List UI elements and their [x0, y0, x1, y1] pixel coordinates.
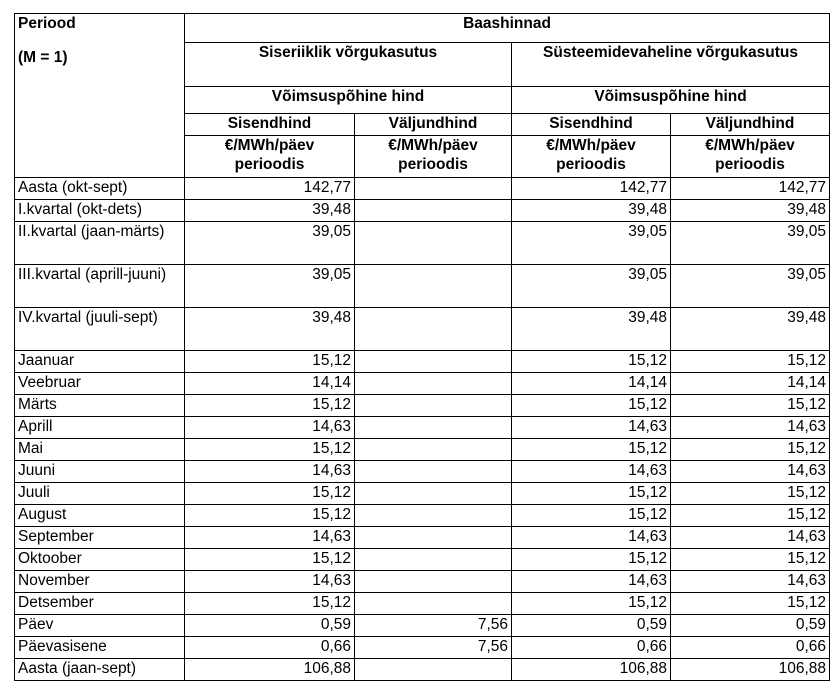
intersystem-exit-cell: 15,12 — [671, 549, 830, 571]
domestic-exit-cell — [355, 483, 512, 505]
domestic-exit-cell — [355, 222, 512, 265]
domestic-entry-cell: 39,05 — [185, 265, 355, 308]
domestic-exit-cell — [355, 593, 512, 615]
entry-price-domestic-header: Sisendhind — [185, 114, 355, 136]
intersystem-exit-cell: 15,12 — [671, 593, 830, 615]
table-row — [15, 417, 830, 439]
period-cell: Detsember — [15, 593, 185, 615]
period-cell: August — [15, 505, 185, 527]
intersystem-exit-cell: 14,63 — [671, 417, 830, 439]
intersystem-exit-cell: 14,63 — [671, 527, 830, 549]
domestic-exit-cell — [355, 178, 512, 200]
domestic-exit-cell: 7,56 — [355, 637, 512, 659]
domestic-exit-cell — [355, 351, 512, 373]
intersystem-header: Süsteemidevaheline võrgukasutus — [512, 43, 830, 87]
domestic-header: Siseriiklik võrgukasutus — [185, 43, 512, 87]
intersystem-exit-cell: 15,12 — [671, 439, 830, 461]
intersystem-entry-cell: 106,88 — [512, 659, 671, 681]
intersystem-entry-cell: 14,63 — [512, 527, 671, 549]
intersystem-entry-cell: 15,12 — [512, 351, 671, 373]
intersystem-exit-cell: 39,48 — [671, 200, 830, 222]
intersystem-exit-cell: 0,66 — [671, 637, 830, 659]
table-row — [15, 439, 830, 461]
unit-header: €/MWh/päev perioodis — [512, 136, 671, 178]
intersystem-exit-cell: 14,63 — [671, 461, 830, 483]
table-row — [15, 178, 830, 200]
period-cell: Oktoober — [15, 549, 185, 571]
domestic-entry-cell: 142,77 — [185, 178, 355, 200]
intersystem-entry-cell: 14,63 — [512, 571, 671, 593]
table-row — [15, 505, 830, 527]
unit-header: €/MWh/päev perioodis — [671, 136, 830, 178]
table-row — [15, 571, 830, 593]
domestic-exit-cell — [355, 659, 512, 681]
table-row — [15, 461, 830, 483]
intersystem-exit-cell: 39,05 — [671, 265, 830, 308]
intersystem-entry-cell: 39,48 — [512, 200, 671, 222]
table-row — [15, 265, 830, 308]
intersystem-entry-cell: 15,12 — [512, 483, 671, 505]
period-cell: Päev — [15, 615, 185, 637]
domestic-entry-cell: 39,48 — [185, 308, 355, 351]
domestic-entry-cell: 14,63 — [185, 461, 355, 483]
domestic-entry-cell: 14,63 — [185, 571, 355, 593]
period-cell: Juuni — [15, 461, 185, 483]
domestic-entry-cell: 14,63 — [185, 417, 355, 439]
intersystem-entry-cell: 15,12 — [512, 395, 671, 417]
intersystem-exit-cell: 15,12 — [671, 395, 830, 417]
domestic-exit-cell — [355, 308, 512, 351]
domestic-entry-cell: 15,12 — [185, 593, 355, 615]
domestic-exit-cell — [355, 527, 512, 549]
intersystem-exit-cell: 14,14 — [671, 373, 830, 395]
intersystem-exit-cell: 0,59 — [671, 615, 830, 637]
intersystem-entry-cell: 15,12 — [512, 439, 671, 461]
domestic-exit-cell — [355, 549, 512, 571]
intersystem-entry-cell: 0,66 — [512, 637, 671, 659]
domestic-exit-cell — [355, 461, 512, 483]
intersystem-entry-cell: 39,05 — [512, 265, 671, 308]
base-prices-header: Baashinnad — [185, 14, 830, 43]
table-body — [15, 178, 830, 681]
intersystem-entry-cell: 15,12 — [512, 549, 671, 571]
period-cell: November — [15, 571, 185, 593]
intersystem-entry-cell: 15,12 — [512, 593, 671, 615]
table-row — [15, 659, 830, 681]
period-cell: IV.kvartal (juuli-sept) — [15, 308, 185, 351]
period-cell: I.kvartal (okt-dets) — [15, 200, 185, 222]
table-row — [15, 308, 830, 351]
intersystem-exit-cell: 39,05 — [671, 222, 830, 265]
domestic-entry-cell: 14,14 — [185, 373, 355, 395]
domestic-entry-cell: 39,48 — [185, 200, 355, 222]
period-cell: Juuli — [15, 483, 185, 505]
unit-header: €/MWh/päev perioodis — [185, 136, 355, 178]
period-sub-label: (M = 1) — [18, 49, 68, 66]
period-cell: Mai — [15, 439, 185, 461]
period-cell: Märts — [15, 395, 185, 417]
intersystem-entry-cell: 39,05 — [512, 222, 671, 265]
exit-price-intersystem-header: Väljundhind — [671, 114, 830, 136]
table-row — [15, 351, 830, 373]
intersystem-exit-cell: 14,63 — [671, 571, 830, 593]
domestic-entry-cell: 0,59 — [185, 615, 355, 637]
domestic-entry-cell: 15,12 — [185, 483, 355, 505]
period-header-cell — [15, 14, 185, 178]
period-label: Periood — [18, 15, 76, 32]
intersystem-exit-cell: 15,12 — [671, 483, 830, 505]
entry-price-intersystem-header: Sisendhind — [512, 114, 671, 136]
period-cell: Aasta (okt-sept) — [15, 178, 185, 200]
table-row — [15, 593, 830, 615]
intersystem-entry-cell: 15,12 — [512, 505, 671, 527]
intersystem-entry-cell: 14,63 — [512, 461, 671, 483]
domestic-exit-cell — [355, 417, 512, 439]
domestic-entry-cell: 106,88 — [185, 659, 355, 681]
intersystem-entry-cell: 14,14 — [512, 373, 671, 395]
period-cell: Jaanuar — [15, 351, 185, 373]
table-row — [15, 637, 830, 659]
intersystem-entry-cell: 142,77 — [512, 178, 671, 200]
intersystem-exit-cell: 39,48 — [671, 308, 830, 351]
intersystem-entry-cell: 39,48 — [512, 308, 671, 351]
period-cell: September — [15, 527, 185, 549]
domestic-entry-cell: 14,63 — [185, 527, 355, 549]
table-head — [15, 14, 830, 178]
period-cell: Aprill — [15, 417, 185, 439]
capacity-price-domestic-header: Võimsuspõhine hind — [185, 87, 512, 114]
table-row — [15, 222, 830, 265]
tariff-table — [14, 13, 830, 681]
domestic-exit-cell — [355, 265, 512, 308]
period-cell: II.kvartal (jaan-märts) — [15, 222, 185, 265]
domestic-entry-cell: 0,66 — [185, 637, 355, 659]
table-row — [15, 395, 830, 417]
capacity-price-intersystem-header: Võimsuspõhine hind — [512, 87, 830, 114]
domestic-entry-cell: 15,12 — [185, 351, 355, 373]
domestic-exit-cell — [355, 571, 512, 593]
table-row — [15, 527, 830, 549]
table-row — [15, 200, 830, 222]
domestic-entry-cell: 15,12 — [185, 395, 355, 417]
intersystem-exit-cell: 15,12 — [671, 351, 830, 373]
domestic-exit-cell — [355, 373, 512, 395]
domestic-entry-cell: 15,12 — [185, 505, 355, 527]
intersystem-exit-cell: 106,88 — [671, 659, 830, 681]
table-row — [15, 549, 830, 571]
domestic-exit-cell: 7,56 — [355, 615, 512, 637]
intersystem-exit-cell: 142,77 — [671, 178, 830, 200]
unit-header: €/MWh/päev perioodis — [355, 136, 512, 178]
domestic-entry-cell: 15,12 — [185, 549, 355, 571]
domestic-exit-cell — [355, 200, 512, 222]
period-cell: III.kvartal (aprill-juuni) — [15, 265, 185, 308]
intersystem-entry-cell: 0,59 — [512, 615, 671, 637]
period-cell: Päevasisene — [15, 637, 185, 659]
domestic-exit-cell — [355, 395, 512, 417]
domestic-exit-cell — [355, 505, 512, 527]
table-row — [15, 373, 830, 395]
table-row — [15, 615, 830, 637]
domestic-entry-cell: 15,12 — [185, 439, 355, 461]
domestic-exit-cell — [355, 439, 512, 461]
intersystem-exit-cell: 15,12 — [671, 505, 830, 527]
exit-price-domestic-header: Väljundhind — [355, 114, 512, 136]
period-cell: Aasta (jaan-sept) — [15, 659, 185, 681]
period-cell: Veebruar — [15, 373, 185, 395]
intersystem-entry-cell: 14,63 — [512, 417, 671, 439]
table-row — [15, 483, 830, 505]
domestic-entry-cell: 39,05 — [185, 222, 355, 265]
